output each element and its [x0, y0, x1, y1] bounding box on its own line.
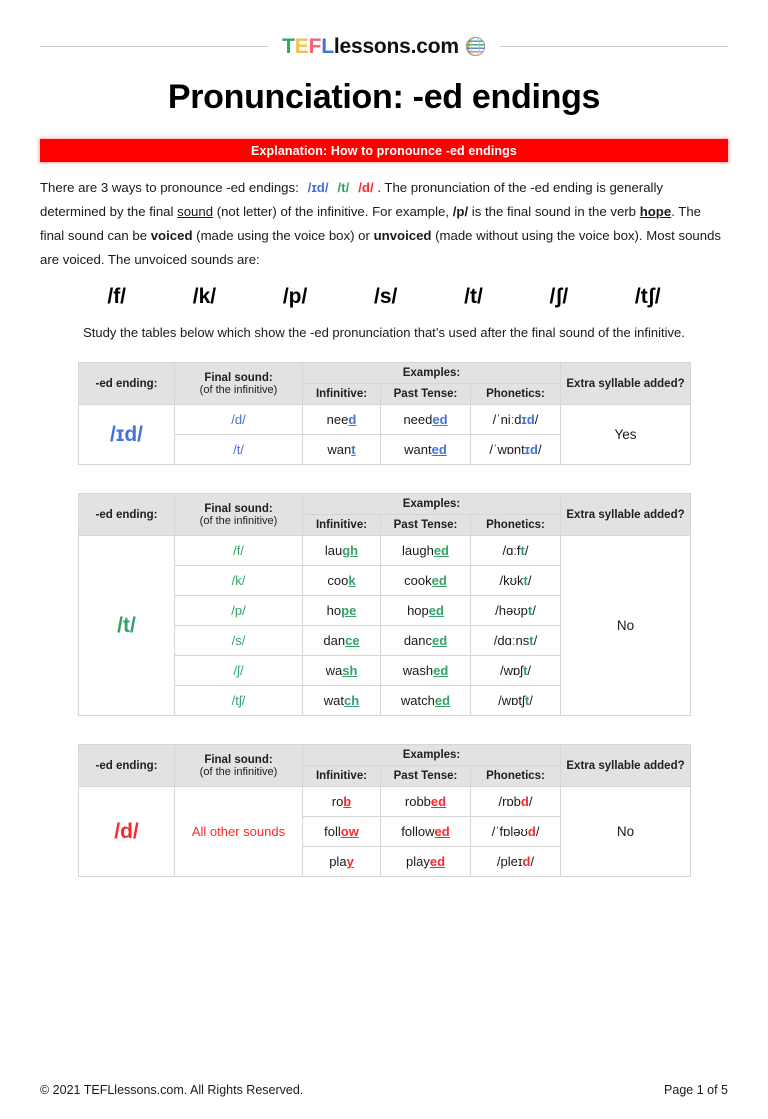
phonetics-value: /ɑːft/	[471, 536, 561, 566]
unvoiced-sounds-row	[40, 285, 728, 309]
brand-letter-t: T	[282, 34, 295, 58]
infinitive-value: watch	[303, 686, 381, 716]
intro-paragraph	[40, 176, 728, 272]
header-final-sound: Final sound: (of the infinitive)	[175, 363, 303, 405]
phonetics-value: /wɒtʃt/	[471, 686, 561, 716]
table-d-ending-table	[78, 744, 691, 877]
table-d-ending	[78, 744, 690, 877]
header-examples: Examples:	[303, 363, 561, 384]
intro-sentence-7: (made without using the voice box). Most sounds are voiced. The unvoiced sounds are:	[40, 228, 722, 268]
unvoiced-sound: /ʃ/	[549, 285, 569, 309]
unvoiced-sound: /p/	[282, 285, 308, 309]
header-examples: Examples:	[303, 494, 561, 515]
infinitive-value: want	[303, 435, 381, 465]
intro-word-p: /p/	[452, 204, 469, 220]
phonetics-value: /ˈniːdɪd/	[471, 405, 561, 435]
phonetic-d-inline: /d/	[358, 180, 374, 195]
unvoiced-sound: /tʃ/	[634, 285, 661, 309]
brand-header	[40, 33, 728, 59]
past-tense-value: played	[381, 847, 471, 877]
infinitive-value: laugh	[303, 536, 381, 566]
final-sound-value: /p/	[175, 596, 303, 626]
table-id-ending-table	[78, 362, 691, 465]
header-ed-ending: -ed ending:	[79, 745, 175, 787]
page-footer	[40, 1083, 728, 1097]
header-past-tense: Past Tense:	[381, 766, 471, 787]
past-tense-value: watched	[381, 686, 471, 716]
past-tense-value: followed	[381, 817, 471, 847]
past-tense-value: cooked	[381, 566, 471, 596]
brand-letter-f: F	[308, 34, 322, 58]
footer-page-number: Page 1 of 5	[664, 1083, 728, 1097]
study-instruction: Study the tables below which show the -ed pronunciation that’s used after the final sound of the infinitive.	[83, 325, 685, 341]
header-final-sound-sub: (of the infinitive)	[199, 765, 278, 778]
header-rule-right	[500, 46, 728, 47]
past-tense-value: wanted	[381, 435, 471, 465]
phonetics-value: /ˈfɒləʊd/	[471, 817, 561, 847]
header-phonetics: Phonetics:	[471, 384, 561, 405]
final-sound-value: /f/	[175, 536, 303, 566]
header-past-tense: Past Tense:	[381, 515, 471, 536]
header-extra-syllable: Extra syllable added?	[561, 494, 691, 536]
final-sound-all-other: All other sounds	[175, 787, 303, 877]
ed-ending-value: /ɪd/	[79, 405, 175, 465]
past-tense-value: hoped	[381, 596, 471, 626]
infinitive-value: wash	[303, 656, 381, 686]
footer-copyright: © 2021 TEFLlessons.com. All Rights Reserved.	[40, 1083, 304, 1097]
header-infinitive: Infinitive:	[303, 766, 381, 787]
table-row	[79, 787, 691, 817]
past-tense-value: danced	[381, 626, 471, 656]
header-infinitive: Infinitive:	[303, 384, 381, 405]
table-t-ending	[78, 493, 690, 716]
final-sound-value: /t/	[175, 435, 303, 465]
table-row	[79, 405, 691, 435]
table-id-ending	[78, 362, 690, 465]
header-infinitive: Infinitive:	[303, 515, 381, 536]
past-tense-value: washed	[381, 656, 471, 686]
header-phonetics: Phonetics:	[471, 515, 561, 536]
phonetics-value: /dɑːnst/	[471, 626, 561, 656]
intro-sentence-5: . The final sound can be	[40, 204, 702, 244]
explanation-banner	[40, 139, 728, 162]
past-tense-value: robbed	[381, 787, 471, 817]
header-examples: Examples:	[303, 745, 561, 766]
final-sound-value: /k/	[175, 566, 303, 596]
header-final-sound: Final sound: (of the infinitive)	[175, 494, 303, 536]
final-sound-value: /d/	[175, 405, 303, 435]
phonetics-value: /ˈwɒntɪd/	[471, 435, 561, 465]
header-rule-left	[40, 46, 268, 47]
phonetics-value: /wɒʃt/	[471, 656, 561, 686]
header-final-sound-sub: (of the infinitive)	[199, 383, 278, 396]
phonetics-value: /kʊkt/	[471, 566, 561, 596]
phonetics-value: /rɒbd/	[471, 787, 561, 817]
past-tense-value: needed	[381, 405, 471, 435]
tables-container	[40, 362, 728, 877]
unvoiced-sound: /f/	[107, 285, 127, 309]
brand-suffix: lessons.com	[333, 34, 459, 58]
header-extra-syllable: Extra syllable added?	[561, 745, 691, 787]
brand-logo	[268, 36, 500, 57]
unvoiced-sound: /k/	[192, 285, 217, 309]
infinitive-value: play	[303, 847, 381, 877]
unvoiced-sound: /s/	[374, 285, 398, 309]
page-title: Pronunciation: -ed endings	[167, 78, 601, 116]
header-extra-syllable: Extra syllable added?	[561, 363, 691, 405]
ed-ending-value: /d/	[79, 787, 175, 877]
brand-letter-l: L	[321, 34, 334, 58]
final-sound-value: /ʃ/	[175, 656, 303, 686]
infinitive-value: follow	[303, 817, 381, 847]
header-final-sound: Final sound: (of the infinitive)	[175, 745, 303, 787]
table-header-row	[79, 363, 691, 384]
table-header-row	[79, 745, 691, 766]
phonetic-t-inline: /t/	[337, 180, 350, 195]
final-sound-value: /s/	[175, 626, 303, 656]
header-ed-ending: -ed ending:	[79, 494, 175, 536]
infinitive-value: dance	[303, 626, 381, 656]
table-t-ending-table	[78, 493, 691, 716]
header-phonetics: Phonetics:	[471, 766, 561, 787]
intro-word-unvoiced: unvoiced	[373, 228, 432, 244]
phonetic-id-inline: /ɪd/	[307, 180, 329, 195]
globe-icon	[465, 36, 486, 57]
header-past-tense: Past Tense:	[381, 384, 471, 405]
phonetics-value: /pleɪd/	[471, 847, 561, 877]
extra-syllable-value: No	[561, 787, 691, 877]
table-row	[79, 536, 691, 566]
table-header-row	[79, 494, 691, 515]
header-ed-ending: -ed ending:	[79, 363, 175, 405]
intro-sentence-3: (not letter) of the infinitive. For example,	[216, 204, 450, 220]
past-tense-value: laughed	[381, 536, 471, 566]
unvoiced-sound: /t/	[464, 285, 483, 309]
infinitive-value: cook	[303, 566, 381, 596]
infinitive-value: need	[303, 405, 381, 435]
intro-sentence-1: There are 3 ways to pronounce -ed endings:	[40, 180, 299, 195]
brand-wordmark	[282, 36, 459, 57]
phonetics-value: /həʊpt/	[471, 596, 561, 626]
intro-sentence-6: (made using the voice box) or	[196, 228, 370, 244]
intro-sentence-4: is the final sound in the verb	[471, 204, 637, 220]
intro-word-sound: sound	[177, 204, 214, 220]
infinitive-value: hope	[303, 596, 381, 626]
extra-syllable-value: No	[561, 536, 691, 716]
infinitive-value: rob	[303, 787, 381, 817]
intro-word-voiced: voiced	[150, 228, 193, 244]
brand-letter-e: E	[294, 34, 309, 58]
extra-syllable-value: Yes	[561, 405, 691, 465]
intro-word-hope: hope	[639, 204, 672, 220]
final-sound-value: /tʃ/	[175, 686, 303, 716]
ed-ending-value: /t/	[79, 536, 175, 716]
header-final-sound-sub: (of the infinitive)	[199, 514, 278, 527]
explanation-banner-label: Explanation: How to pronounce -ed endings	[251, 143, 517, 158]
intro-sentence-2: . The pronunciation of the -ed ending is generally determined by the final	[40, 180, 663, 220]
worksheet-page	[0, 33, 768, 1119]
